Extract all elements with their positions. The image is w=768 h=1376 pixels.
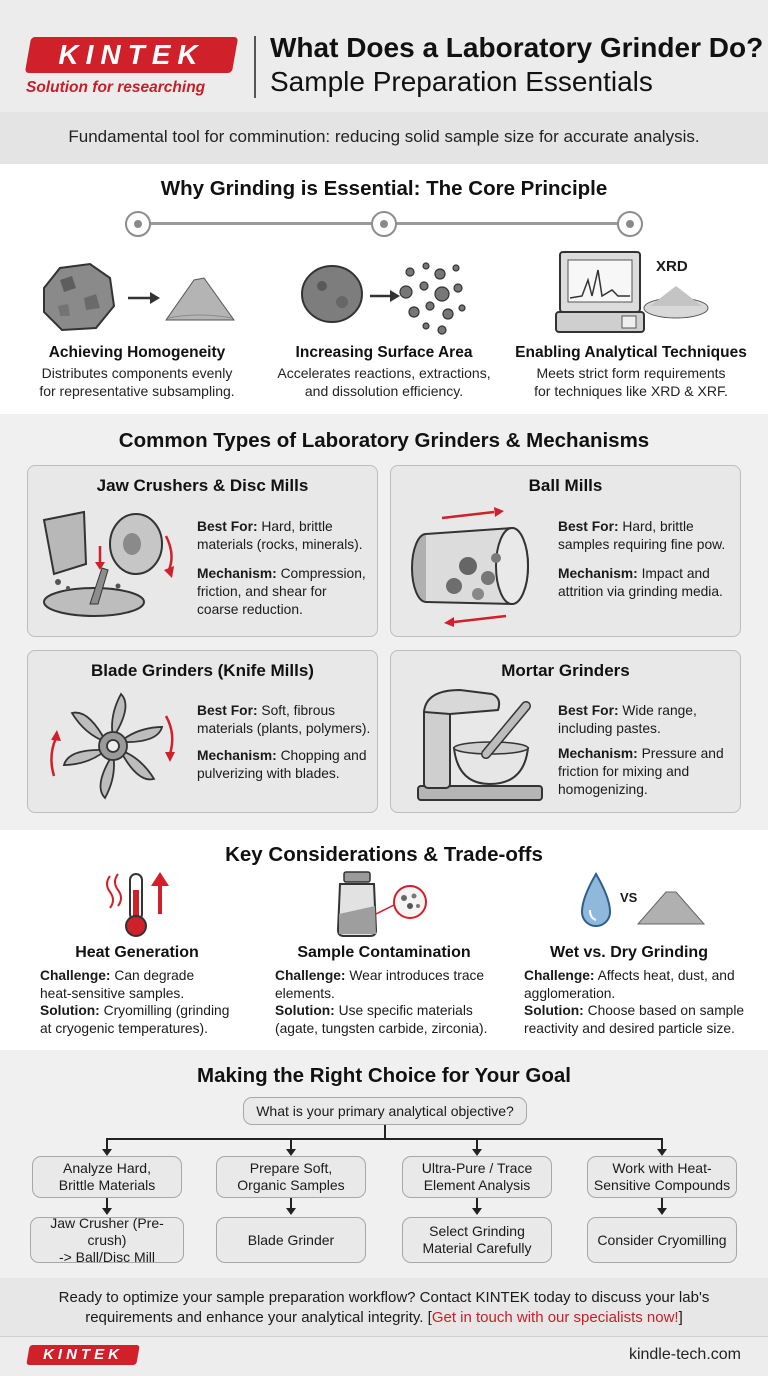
ball-mill-icon: [402, 506, 552, 626]
arrow-icon: [657, 1149, 667, 1156]
cta-text: Ready to optimize your sample preparation workflow? Contact KINTEK today to discuss your lab's requirements and enhance your analytical integrity. [Get in touch with our specialists now!]: [58, 1289, 710, 1326]
consideration-text: Challenge: Wear introduces trace elements. Solution: Use specific materials (agate, tungsten carbide, zirconia).: [275, 968, 488, 1036]
card-title: Ball Mills: [528, 476, 603, 495]
consideration-text: Challenge: Can degrade heat-sensitive samples. Solution: Cryomilling (grinding at cryogenic temperatures).: [40, 968, 230, 1036]
card-title: Blade Grinders (Knife Mills): [91, 661, 314, 680]
consideration-title: Wet vs. Dry Grinding: [550, 944, 708, 961]
arrow-icon: [657, 1208, 667, 1215]
result-box: Consider Cryomilling: [587, 1217, 737, 1263]
considerations-heading: Key Considerations & Trade-offs: [225, 843, 543, 866]
blade-icon: [48, 686, 178, 806]
result-box: Blade Grinder: [216, 1217, 366, 1263]
page-title: What Does a Laboratory Grinder Do?: [270, 32, 764, 63]
consideration-text: Challenge: Affects heat, dust, and agglomeration. Solution: Choose based on sample reactivity and desired particle size.: [524, 968, 745, 1036]
intro-text: Fundamental tool for comminution: reducing solid sample size for accurate analysis.: [68, 127, 700, 146]
jaw-crusher-icon: [36, 506, 186, 626]
arrow-icon: [286, 1208, 296, 1215]
result-box: Jaw Crusher (Pre-crush) -> Ball/Disc Mill: [30, 1217, 184, 1263]
xrd-label: XRD: [656, 258, 688, 275]
footer-logo-text: KINTEK: [43, 1346, 123, 1363]
water-drop-icon: [578, 872, 708, 936]
best-for-text: Best For: Hard, brittle materials (rocks, minerals).: [197, 519, 363, 552]
consideration-title: Sample Contamination: [297, 944, 471, 961]
tagline: Solution for researching: [26, 79, 206, 96]
best-for-text: Best For: Soft, fibrous materials (plants, polymers).: [197, 703, 371, 736]
arrow-icon: [472, 1149, 482, 1156]
xrd-instrument-icon: [556, 250, 716, 336]
thermometer-icon: [104, 870, 174, 940]
page-subtitle: Sample Preparation Essentials: [270, 66, 653, 97]
arrow-icon: [472, 1208, 482, 1215]
principle-title: Enabling Analytical Techniques: [515, 344, 747, 361]
goal-box: Analyze Hard, Brittle Materials: [32, 1156, 182, 1198]
goal-box: Prepare Soft, Organic Samples: [216, 1156, 366, 1198]
principle-desc: Distributes components evenly for representative subsampling.: [39, 365, 235, 399]
mechanism-text: Mechanism: Chopping and pulverizing with blades.: [197, 748, 367, 781]
connector: [106, 1138, 662, 1140]
principle-desc: Meets strict form requirements for techniques like XRD & XRF.: [534, 365, 728, 399]
mechanism-text: Mechanism: Impact and attrition via grinding media.: [558, 566, 723, 599]
principle-title: Increasing Surface Area: [295, 344, 473, 361]
goal-box: Work with Heat- Sensitive Compounds: [587, 1156, 737, 1198]
decision-question: What is your primary analytical objective?: [243, 1097, 527, 1125]
principle-title: Achieving Homogeneity: [48, 344, 226, 361]
best-for-text: Best For: Wide range, including pastes.: [558, 703, 697, 736]
contact-link[interactable]: Get in touch with our specialists now!: [431, 1309, 679, 1326]
consideration-title: Heat Generation: [75, 944, 199, 961]
website-link[interactable]: kindle-tech.com: [628, 1346, 741, 1363]
connector: [384, 1125, 386, 1139]
card-title: Mortar Grinders: [501, 661, 630, 680]
goal-box: Ultra-Pure / Trace Element Analysis: [402, 1156, 552, 1198]
header-divider: [254, 36, 256, 98]
best-for-text: Best For: Hard, brittle samples requiring fine pow.: [558, 519, 726, 552]
principle-heading: Why Grinding is Essential: The Core Principle: [160, 177, 608, 200]
timeline-dot: [371, 211, 397, 237]
vs-label: VS: [620, 890, 638, 905]
arrow-icon: [286, 1149, 296, 1156]
principle-desc: Accelerates reactions, extractions, and dissolution efficiency.: [277, 365, 491, 399]
grinders-heading: Common Types of Laboratory Grinders & Mechanisms: [118, 429, 650, 452]
mortar-icon: [410, 686, 550, 806]
timeline-dot: [125, 211, 151, 237]
mechanism-text: Mechanism: Compression, friction, and shear for coarse reduction.: [197, 566, 366, 617]
result-box: Select Grinding Material Carefully: [402, 1217, 552, 1263]
rock-to-powder-icon: [38, 258, 238, 338]
particle-split-icon: [298, 258, 468, 338]
logo-text: KINTEK: [58, 39, 205, 70]
decision-heading: Making the Right Choice for Your Goal: [197, 1064, 571, 1087]
sample-jar-icon: [330, 870, 430, 940]
arrow-icon: [102, 1149, 112, 1156]
mechanism-text: Mechanism: Pressure and friction for mixing and homogenizing.: [558, 746, 724, 797]
card-title: Jaw Crushers & Disc Mills: [96, 476, 309, 495]
timeline-dot: [617, 211, 643, 237]
